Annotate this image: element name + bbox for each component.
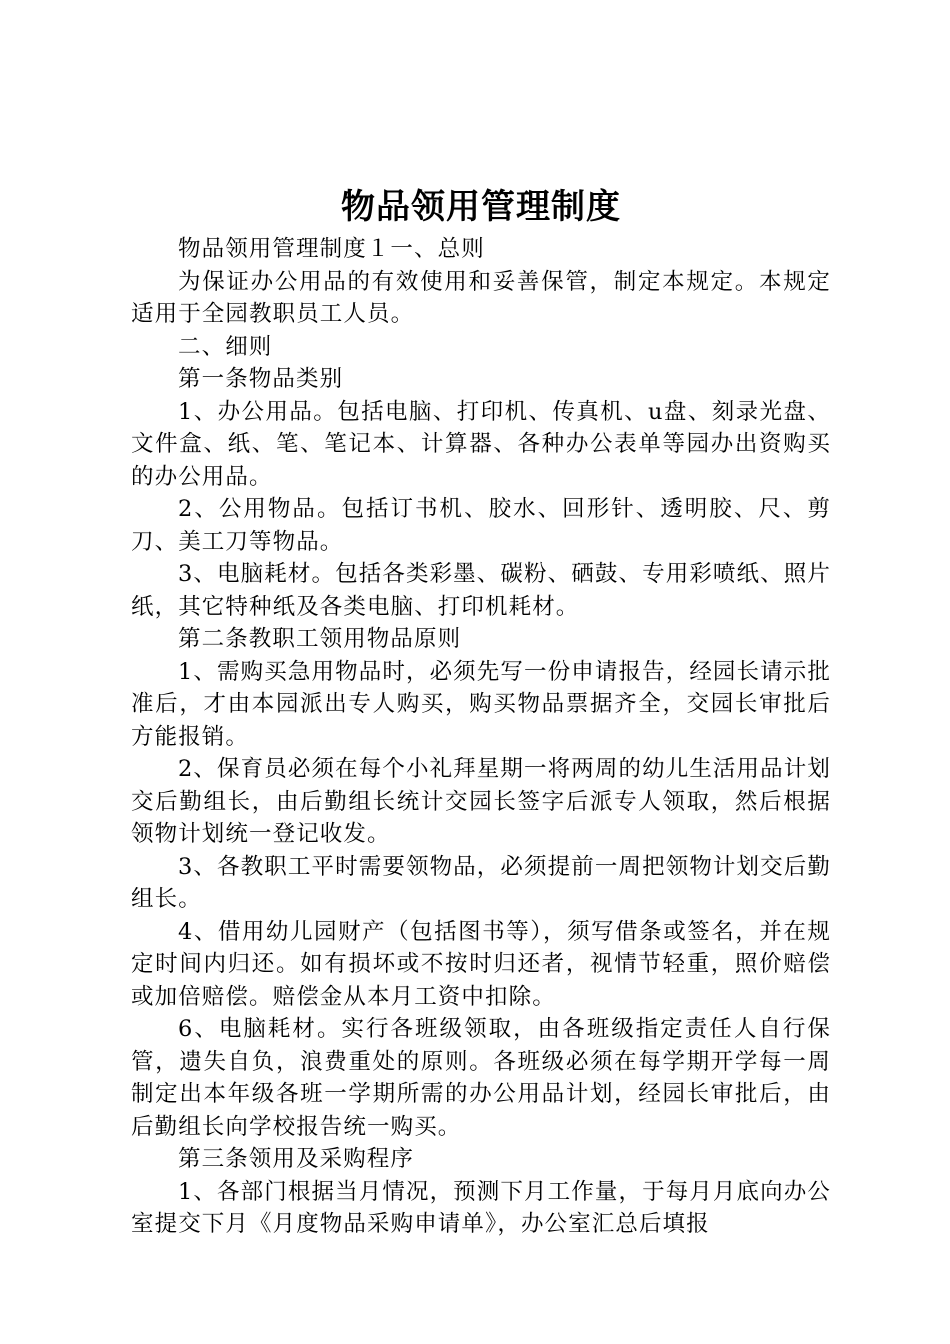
paragraph-urgent-purchase: 1、需购买急用物品时，必须先写一份申请报告，经园长请示批准后，才由本园派出专人购买，购买物品票据齐全，交园长审批后方能报销。 xyxy=(131,658,831,750)
paragraph-details-heading: 二、细则 xyxy=(178,333,273,360)
paragraph-article-3-heading: 第三条领用及采购程序 xyxy=(178,1146,415,1172)
document-title: 物品领用管理制度 xyxy=(341,187,621,227)
paragraph-computer-consumables: 3、电脑耗材。包括各类彩墨、碳粉、硒鼓、专用彩喷纸、照片纸，其它特种纸及各类电脑、打印机耗材。 xyxy=(131,561,831,620)
paragraph-purpose: 为保证办公用品的有效使用和妥善保管，制定本规定。本规定适用于全园教职员工人员。 xyxy=(131,268,831,327)
paragraph-article-1-heading: 第一条物品类别 xyxy=(178,366,344,392)
paragraph-office-supplies: 1、办公用品。包括电脑、打印机、传真机、u盘、刻录光盘、文件盒、纸、笔、笔记本、计算器、各种办公表单等园办出资购买的办公用品。 xyxy=(131,398,831,490)
paragraph-caregiver-plan: 2、保育员必须在每个小礼拜星期一将两周的幼儿生活用品计划交后勤组长，由后勤组长统计交园长签字后派专人领取，然后根据领物计划统一登记收发。 xyxy=(131,756,831,847)
document-body xyxy=(131,233,831,1241)
paragraph-monthly-procurement: 1、各部门根据当月情况，预测下月工作量，于每月月底向办公室提交下月《月度物品采购申请单》，办公室汇总后填报 xyxy=(131,1178,831,1237)
paragraph-class-consumables: 6、电脑耗材。实行各班级领取，由各班级指定责任人自行保管，遗失自负，浪费重处的原则。各班级必须在每学期开学每一周制定出本年级各班一学期所需的办公用品计划，经园长审批后，由后勤组长向学校报告统一购买。 xyxy=(131,1016,831,1140)
paragraph-article-2-heading: 第二条教职工领用物品原则 xyxy=(178,626,462,652)
paragraph-public-items: 2、公用物品。包括订书机、胶水、回形针、透明胶、尺、剪刀、美工刀等物品。 xyxy=(131,496,831,555)
paragraph-general-heading: 物品领用管理制度１一、总则 xyxy=(178,236,485,262)
paragraph-staff-requests: 3、各教职工平时需要领物品，必须提前一周把领物计划交后勤组长。 xyxy=(131,853,831,912)
paragraph-borrowing: 4、借用幼儿园财产（包括图书等），须写借条或签名，并在规定时间内归还。如有损坏或不按时归还者，视情节轻重，照价赔偿或加倍赔偿。赔偿金从本月工资中扣除。 xyxy=(131,918,831,1010)
